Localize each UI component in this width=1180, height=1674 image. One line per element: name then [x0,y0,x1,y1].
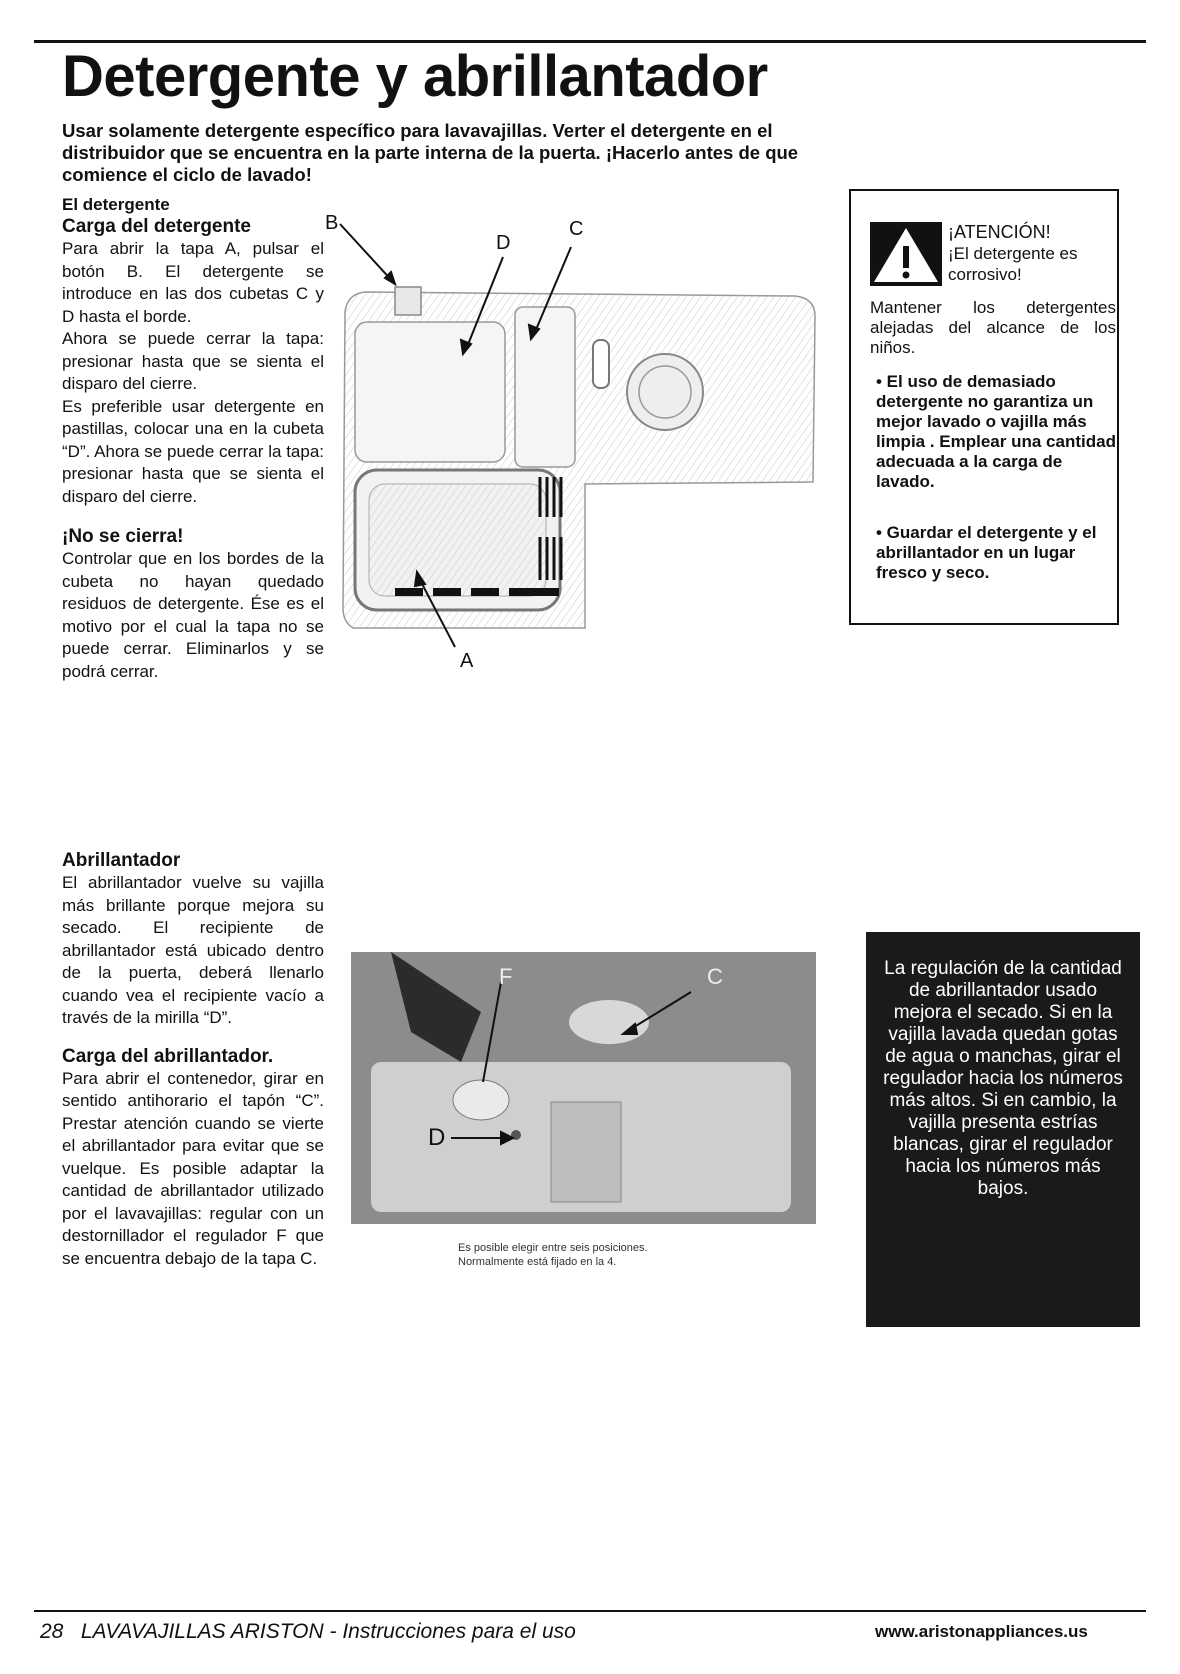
label-c: C [569,218,584,240]
photo-label-d: D [428,1124,446,1151]
bottom-rule [34,1610,1146,1612]
rinse-heading: Abrillantador [62,850,181,871]
rinse-para-1: El abrillantador vuelve su vajilla más brillante porque mejora su secado. El recipiente de abrillantador está ubicado dentro de la puerta, deberá llenarlo cuando vea el recipiente vacío a través de la mirilla “D”. [62,873,324,1027]
photo-label-f: F [499,964,513,989]
photo-caption-line-2: Normalmente está fijado en la 4. [458,1256,617,1268]
footer-left [40,1620,576,1644]
detergent-para-1: Para abrir la tapa A, pulsar el botón B. El detergente se introduce en las dos cubetas C y D hasta el borde. [62,239,324,326]
no-close-heading: ¡No se cierra! [62,526,184,547]
rinse-aid-photo [351,952,816,1224]
rinse-load-heading: Carga del abrillantador. [62,1045,274,1067]
warning-body: Mantener los detergentes alejadas del alcance de los niños. [870,298,1116,357]
regulation-note: La regulación de la cantidad de abrillantador usado mejora el secado. Si en la vajilla lavada quedan gotas de agua o manchas, girar el regulador hacia los números más altos. Si en cambio, la vajilla presenta estrías blancas, girar el regulador hacia los números más bajos. [866,932,1140,1327]
footer-title: LAVAVAJILLAS ARISTON - Instrucciones para el uso [80,1620,576,1643]
top-rule [34,40,1146,43]
warning-subtext: ¡El detergente es corrosivo! [948,244,1078,284]
rinse-para-2: Para abrir el contenedor, girar en sentido antihorario el tapón “C”. Prestar atención cuando se vierte el abrillantador para evitar que se vuelque. Es posible adaptar la cantidad de abrillantador utilizado por el lavavajillas: regular con un destornillador el regulador F que se encuentra debajo de la tapa C. [62,1068,324,1268]
photo-caption [458,1241,648,1269]
warning-bullet-2: • Guardar el detergente y el abrillantador en un lugar fresco y seco. [876,523,1097,582]
intro-text: Usar solamente detergente específico para lavavajillas. Verter el detergente en el distribuidor que se encuentra en la parte interna de la puerta. ¡Hacerlo antes de que comience el ciclo de lavado! [62,120,799,185]
photo-illustration [351,952,816,1224]
detergent-para-2: Ahora se puede cerrar la tapa: presionar hasta que se sienta el disparo del cierre. [62,329,324,393]
label-b: B [325,212,339,234]
label-d: D [496,232,511,254]
detergent-para-3: Es preferible usar detergente en pastillas, colocar una en la cubeta “D”. Ahora se puede cerrar la tapa: presionar hasta que se sienta el disparo del cierre. [62,396,324,506]
label-a: A [460,650,474,672]
detergent-section-label: El detergente [62,195,170,214]
warning-bullet-1: • El uso de demasiado detergente no garantiza un mejor lavado o vajilla más limpia . Emplear una cantidad adecuada a la carga de lavado. [876,372,1116,491]
footer-url[interactable]: www.aristonappliances.us [875,1622,1088,1641]
dispenser-diagram [335,212,835,722]
page-title: Detergente y abrillantador [62,44,768,109]
photo-caption-line-1: Es posible elegir entre seis posiciones. [458,1242,648,1254]
warning-heading: ¡ATENCIÓN! [948,222,1051,242]
no-close-text: Controlar que en los bordes de la cubeta no hayan quedado residuos de detergente. Ése es el motivo por el cual la tapa no se puede cerrar. Eliminarlos y se podrá cerrar. [62,549,324,681]
detergent-section [62,194,324,683]
photo-label-c: C [707,964,723,989]
page-number: 28 [40,1620,64,1643]
warning-header [948,222,1118,285]
rinse-section [62,850,324,1270]
warning-triangle-icon [870,222,942,286]
detergent-heading: Carga del detergente [62,216,251,237]
